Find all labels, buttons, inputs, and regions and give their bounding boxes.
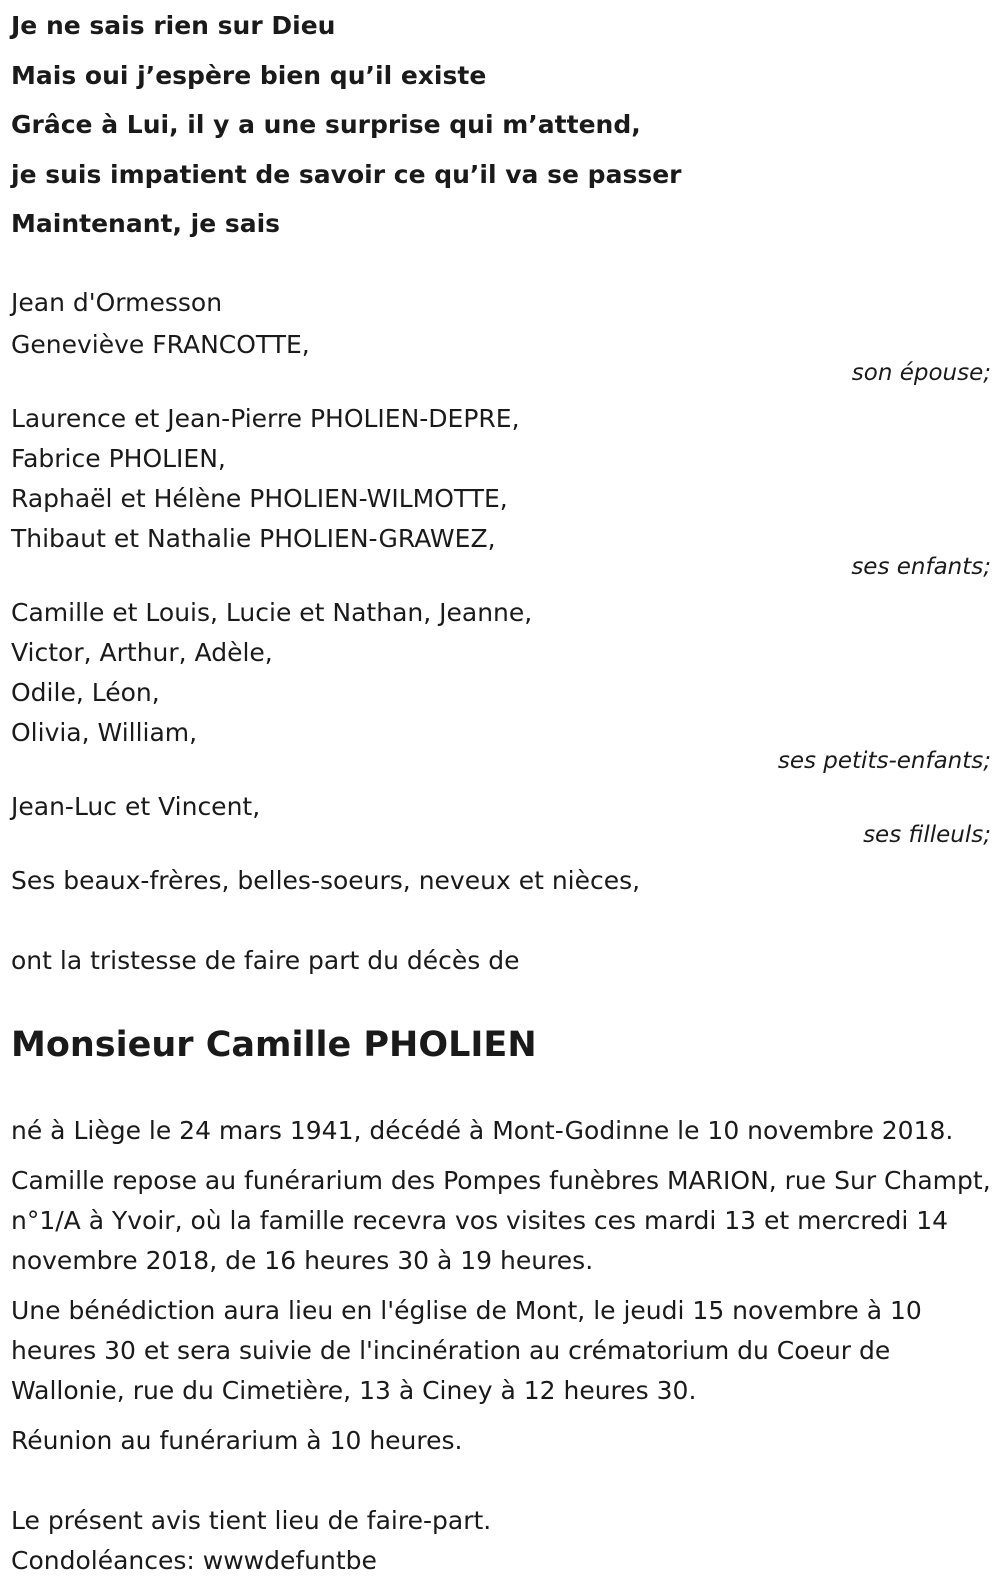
condolences-text: Condoléances: wwwdefuntbe	[11, 1545, 377, 1575]
child-line: Fabrice PHOLIEN,	[11, 443, 226, 473]
spouse-name: Geneviève FRANCOTTE,	[11, 329, 310, 359]
spouse-relation: son épouse;	[851, 359, 991, 386]
poem-author: Jean d'Ormesson	[11, 287, 223, 317]
meeting-info: Réunion au funérarium à 10 heures.	[11, 1425, 463, 1455]
visitation-info: Camille repose au funérarium des Pompes funèbres MARION, rue Sur Champt, n°1/A à Yvoir, où la famille recevra vos visites ces mardi 13 et mercredi 14 novembre 2018, de 16 heures 30 à 19 heures.	[11, 1165, 991, 1275]
obituary-notice	[11, 0, 991, 1581]
child-line: Laurence et Jean-Pierre PHOLIEN-DEPRE,	[11, 403, 520, 433]
ceremony-info: Une bénédiction aura lieu en l'église de Mont, le jeudi 15 novembre à 10 heures 30 et sera suivie de l'incinération au crématorium du Coeur de Wallonie, rue du Cimetière, 13 à Ciney à 12 heures 30.	[11, 1295, 922, 1405]
poem-line: Je ne sais rien sur Dieu	[11, 11, 336, 40]
grandchildren-relation: ses petits-enfants;	[777, 747, 991, 774]
spouse-group	[11, 325, 991, 385]
notice-text: Le présent avis tient lieu de faire-part.	[11, 1505, 492, 1535]
grandchildren-group	[11, 593, 991, 773]
poem-line: Mais oui j’espère bien qu’il existe	[11, 60, 487, 90]
poem-line: Grâce à Lui, il y a une surprise qui m’attend,	[11, 110, 641, 139]
children-group	[11, 399, 991, 579]
grandchild-line: Odile, Léon,	[11, 677, 160, 707]
godchildren-relation: ses filleuls;	[863, 821, 991, 848]
announcement: ont la tristesse de faire part du décès de	[11, 945, 520, 975]
grandchild-line: Olivia, William,	[11, 717, 198, 747]
grandchild-line: Victor, Arthur, Adèle,	[11, 637, 273, 667]
children-relation: ses enfants;	[851, 553, 991, 580]
birth-death-dates: né à Liège le 24 mars 1941, décédé à Mont-Godinne le 10 novembre 2018.	[11, 1115, 954, 1145]
deceased-name: Monsieur Camille PHOLIEN	[11, 1024, 537, 1065]
poem-line: je suis impatient de savoir ce qu’il va se passer	[11, 159, 682, 189]
godchildren-names: Jean-Luc et Vincent,	[11, 791, 261, 821]
extended-family: Ses beaux-frères, belles-soeurs, neveux et nièces,	[11, 865, 641, 895]
poem	[11, 1, 991, 249]
grandchild-line: Camille et Louis, Lucie et Nathan, Jeanne,	[11, 597, 533, 627]
child-line: Raphaël et Hélène PHOLIEN-WILMOTTE,	[11, 483, 508, 513]
poem-line: Maintenant, je sais	[11, 209, 281, 238]
child-line: Thibaut et Nathalie PHOLIEN-GRAWEZ,	[11, 523, 496, 553]
godchildren-group	[11, 787, 991, 847]
